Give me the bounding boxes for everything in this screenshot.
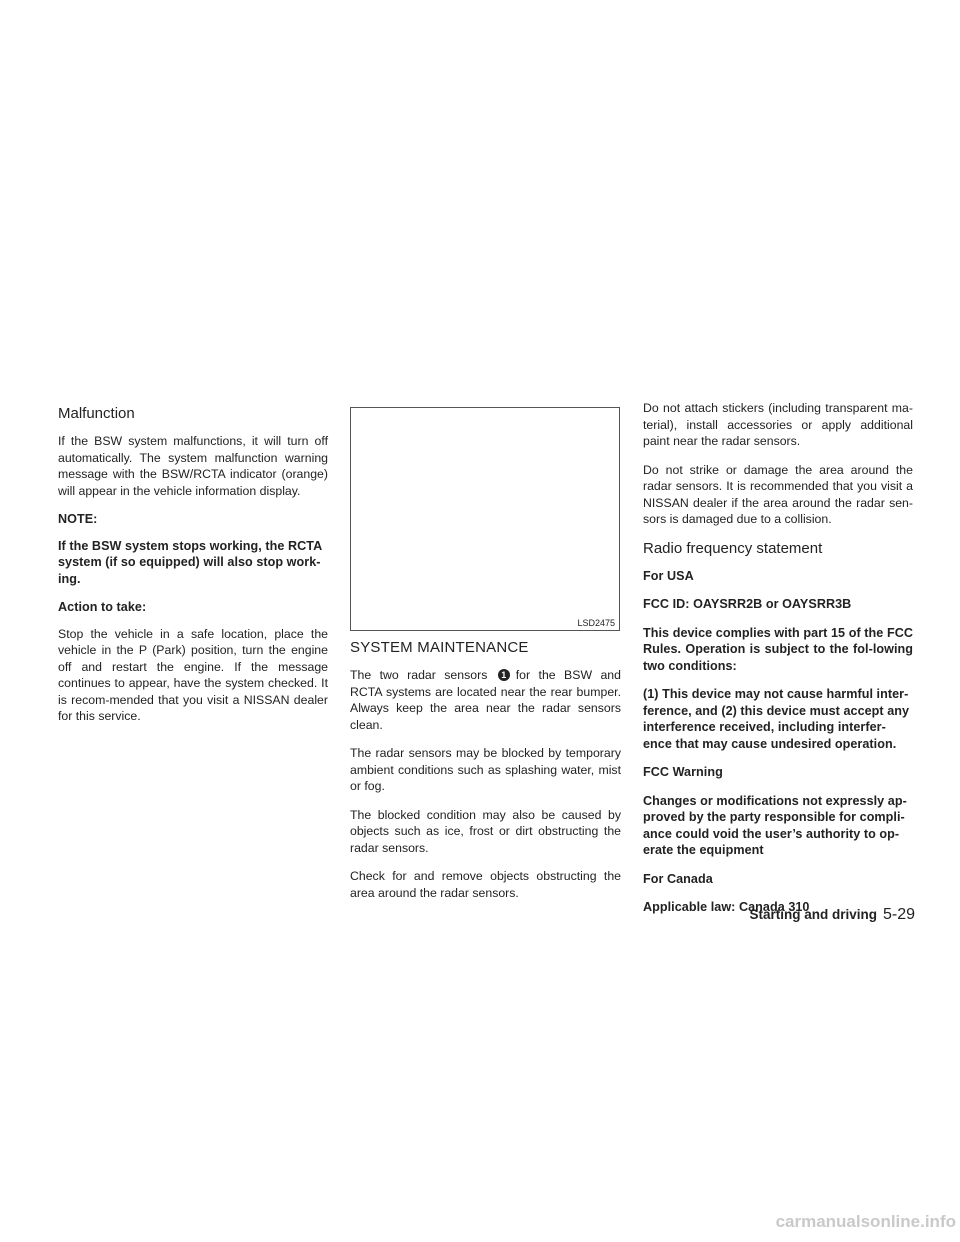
maintenance-paragraph-1	[350, 667, 621, 733]
callout-1-icon: 1	[498, 669, 510, 681]
maintenance-paragraph-2: The radar sensors may be blocked by temporary ambient conditions such as splashing water, mist or fog.	[350, 746, 621, 793]
fcc-compliance: This device complies with part 15 of the FCC Rules. Operation is subject to the fol-lowing two conditions:	[643, 625, 913, 673]
page-footer	[735, 906, 915, 924]
figure-label: LSD2475	[577, 618, 615, 628]
fcc-id: FCC ID: OAYSRR2B or OAYSRR3B	[643, 597, 852, 611]
column-right	[643, 400, 913, 928]
fcc-warning-text: Changes or modifications not expressly ap-proved by the party responsible for compli-ance could void the user’s authority to op-erate the equipment	[643, 793, 907, 857]
radio-frequency-heading: Radio frequency statement	[643, 539, 823, 557]
maintenance-paragraph-4: Check for and remove objects obstructing the area around the radar sensors.	[350, 869, 621, 900]
maintenance-paragraph-3: The blocked condition may also be caused by objects such as ice, frost or dirt obstructing the radar sensors.	[350, 807, 621, 855]
column-left	[58, 400, 328, 737]
action-text: Stop the vehicle in a safe location, place the vehicle in the P (Park) position, turn the engine off and restart the engine. If the message continues to appear, have the system checked. It is recom-mended that you visit a NISSAN dealer for this service.	[58, 626, 328, 723]
system-maintenance-heading: SYSTEM MAINTENANCE	[350, 639, 529, 656]
malfunction-paragraph: If the BSW system malfunctions, it will turn off automatically. The system malfunction warning message with the BSW/RCTA indicator (orange) will appear in the vehicle information display.	[58, 434, 328, 498]
malfunction-heading: Malfunction	[58, 405, 135, 422]
canada-law: Applicable law: Canada 310	[643, 900, 810, 914]
maintenance-text-after: for the BSW and RCTA systems are located near the rear bumper. Always keep the area near the radar sensors clean.	[350, 668, 621, 732]
note-text: If the BSW system stops working, the RCTA system (if so equipped) will also stop work-ing.	[58, 538, 322, 586]
section-title: Starting and driving	[749, 907, 877, 922]
action-label: Action to take:	[58, 600, 147, 614]
radar-sensor-figure	[350, 407, 620, 631]
strike-paragraph: Do not strike or damage the area around the radar sensors. It is recommended that you visit a NISSAN dealer if the area around the radar sen-sors is damaged due to a collision.	[643, 462, 913, 526]
fcc-warning-label: FCC Warning	[643, 765, 723, 779]
fcc-conditions: (1) This device may not cause harmful inter-ference, and (2) this device must accept any interference received, including interfer-ence that may cause undesired operation.	[643, 687, 910, 751]
for-canada: For Canada	[643, 871, 713, 886]
maintenance-text-before: The two radar sensors	[350, 668, 488, 682]
stickers-paragraph: Do not attach stickers (including transparent ma-terial), install accessories or apply additional paint near the radar sensors.	[643, 401, 913, 448]
note-label: NOTE:	[58, 512, 98, 526]
for-usa: For USA	[643, 568, 694, 583]
site-watermark: carmanualsonline.info	[775, 1212, 956, 1231]
page-number: 5-29	[882, 906, 915, 923]
column-middle	[350, 400, 621, 913]
